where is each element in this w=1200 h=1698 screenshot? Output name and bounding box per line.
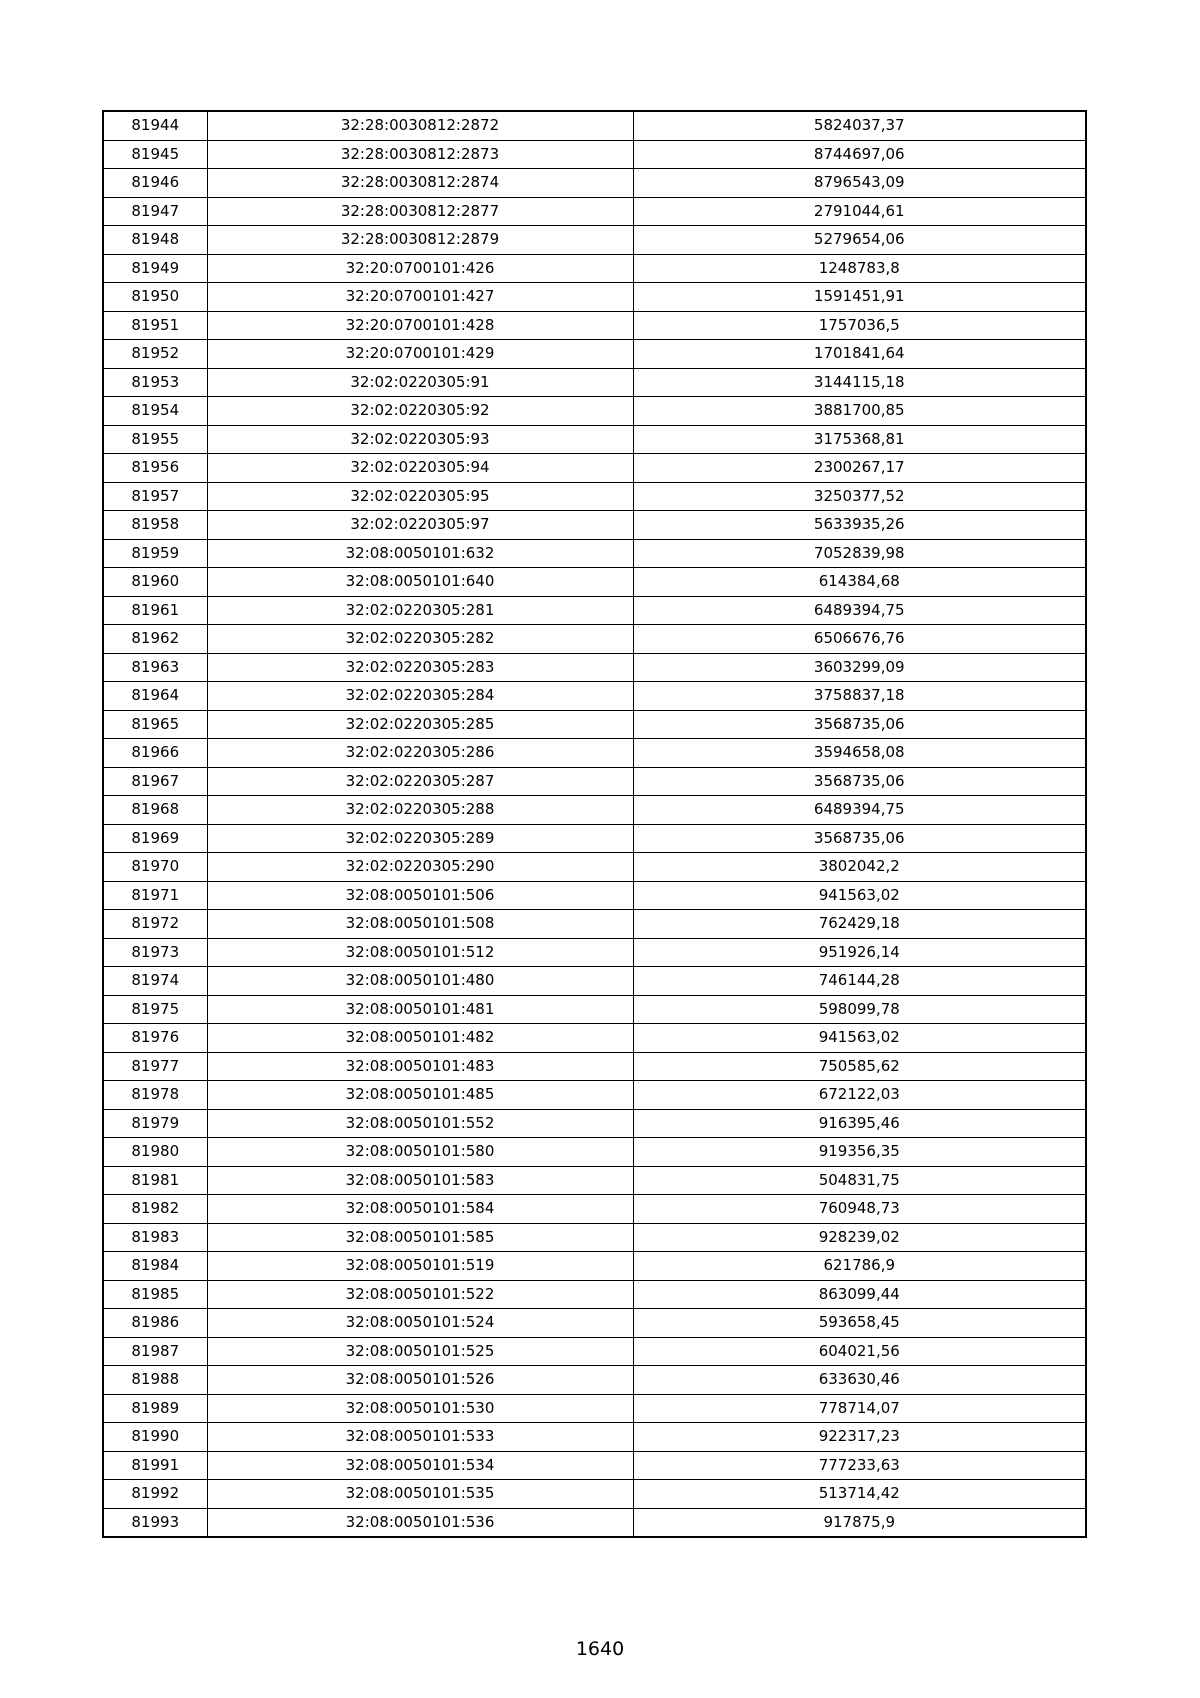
row-number-cell: 81952 xyxy=(103,340,207,369)
cadastral-number-cell: 32:02:0220305:287 xyxy=(207,767,633,796)
cadastral-number-cell: 32:02:0220305:289 xyxy=(207,824,633,853)
row-number-cell: 81982 xyxy=(103,1195,207,1224)
table-row xyxy=(103,1423,1086,1452)
row-number-cell: 81979 xyxy=(103,1109,207,1138)
cadastral-number-cell: 32:02:0220305:284 xyxy=(207,682,633,711)
cadastral-number-cell: 32:08:0050101:508 xyxy=(207,910,633,939)
value-cell: 6489394,75 xyxy=(633,596,1086,625)
table-row xyxy=(103,283,1086,312)
cadastral-number-cell: 32:08:0050101:524 xyxy=(207,1309,633,1338)
row-number-cell: 81947 xyxy=(103,197,207,226)
row-number-cell: 81975 xyxy=(103,995,207,1024)
row-number-cell: 81948 xyxy=(103,226,207,255)
cadastral-number-cell: 32:08:0050101:480 xyxy=(207,967,633,996)
row-number-cell: 81950 xyxy=(103,283,207,312)
value-cell: 1591451,91 xyxy=(633,283,1086,312)
cadastral-number-cell: 32:08:0050101:506 xyxy=(207,881,633,910)
table-row xyxy=(103,111,1086,140)
row-number-cell: 81973 xyxy=(103,938,207,967)
table-row xyxy=(103,739,1086,768)
table-row xyxy=(103,1451,1086,1480)
cadastral-number-cell: 32:28:0030812:2877 xyxy=(207,197,633,226)
value-cell: 941563,02 xyxy=(633,881,1086,910)
row-number-cell: 81977 xyxy=(103,1052,207,1081)
table-row xyxy=(103,539,1086,568)
cadastral-number-cell: 32:28:0030812:2873 xyxy=(207,140,633,169)
table-row xyxy=(103,1366,1086,1395)
value-cell: 3568735,06 xyxy=(633,824,1086,853)
cadastral-number-cell: 32:20:0700101:429 xyxy=(207,340,633,369)
row-number-cell: 81965 xyxy=(103,710,207,739)
cadastral-number-cell: 32:08:0050101:583 xyxy=(207,1166,633,1195)
cadastral-number-cell: 32:02:0220305:281 xyxy=(207,596,633,625)
row-number-cell: 81967 xyxy=(103,767,207,796)
value-cell: 919356,35 xyxy=(633,1138,1086,1167)
table-row xyxy=(103,1195,1086,1224)
value-cell: 2791044,61 xyxy=(633,197,1086,226)
value-cell: 6506676,76 xyxy=(633,625,1086,654)
cadastral-number-cell: 32:08:0050101:512 xyxy=(207,938,633,967)
cadastral-number-cell: 32:02:0220305:288 xyxy=(207,796,633,825)
row-number-cell: 81983 xyxy=(103,1223,207,1252)
cadastral-number-cell: 32:08:0050101:522 xyxy=(207,1280,633,1309)
table-row xyxy=(103,1280,1086,1309)
row-number-cell: 81987 xyxy=(103,1337,207,1366)
cadastral-number-cell: 32:28:0030812:2872 xyxy=(207,111,633,140)
value-cell: 3802042,2 xyxy=(633,853,1086,882)
row-number-cell: 81990 xyxy=(103,1423,207,1452)
table-body xyxy=(103,111,1086,1537)
row-number-cell: 81993 xyxy=(103,1508,207,1537)
row-number-cell: 81953 xyxy=(103,368,207,397)
row-number-cell: 81956 xyxy=(103,454,207,483)
table-row xyxy=(103,511,1086,540)
value-cell: 3758837,18 xyxy=(633,682,1086,711)
value-cell: 1701841,64 xyxy=(633,340,1086,369)
value-cell: 6489394,75 xyxy=(633,796,1086,825)
table-row xyxy=(103,796,1086,825)
row-number-cell: 81961 xyxy=(103,596,207,625)
row-number-cell: 81963 xyxy=(103,653,207,682)
table-row xyxy=(103,1109,1086,1138)
row-number-cell: 81951 xyxy=(103,311,207,340)
cadastral-number-cell: 32:02:0220305:93 xyxy=(207,425,633,454)
cadastral-number-cell: 32:28:0030812:2874 xyxy=(207,169,633,198)
cadastral-number-cell: 32:02:0220305:91 xyxy=(207,368,633,397)
value-cell: 3603299,09 xyxy=(633,653,1086,682)
row-number-cell: 81957 xyxy=(103,482,207,511)
value-cell: 8796543,09 xyxy=(633,169,1086,198)
cadastral-number-cell: 32:08:0050101:483 xyxy=(207,1052,633,1081)
table-row xyxy=(103,1480,1086,1509)
row-number-cell: 81945 xyxy=(103,140,207,169)
value-cell: 3881700,85 xyxy=(633,397,1086,426)
cadastral-number-cell: 32:02:0220305:283 xyxy=(207,653,633,682)
table-row xyxy=(103,1166,1086,1195)
value-cell: 5279654,06 xyxy=(633,226,1086,255)
value-cell: 672122,03 xyxy=(633,1081,1086,1110)
table-row xyxy=(103,340,1086,369)
row-number-cell: 81989 xyxy=(103,1394,207,1423)
cadastral-number-cell: 32:08:0050101:534 xyxy=(207,1451,633,1480)
table-row xyxy=(103,454,1086,483)
row-number-cell: 81960 xyxy=(103,568,207,597)
row-number-cell: 81962 xyxy=(103,625,207,654)
row-number-cell: 81959 xyxy=(103,539,207,568)
row-number-cell: 81946 xyxy=(103,169,207,198)
row-number-cell: 81978 xyxy=(103,1081,207,1110)
row-number-cell: 81972 xyxy=(103,910,207,939)
row-number-cell: 81954 xyxy=(103,397,207,426)
table-row xyxy=(103,1024,1086,1053)
row-number-cell: 81971 xyxy=(103,881,207,910)
value-cell: 951926,14 xyxy=(633,938,1086,967)
row-number-cell: 81949 xyxy=(103,254,207,283)
value-cell: 621786,9 xyxy=(633,1252,1086,1281)
table-row xyxy=(103,197,1086,226)
table-row xyxy=(103,1394,1086,1423)
value-cell: 513714,42 xyxy=(633,1480,1086,1509)
value-cell: 7052839,98 xyxy=(633,539,1086,568)
value-cell: 593658,45 xyxy=(633,1309,1086,1338)
table-row xyxy=(103,910,1086,939)
table-row xyxy=(103,995,1086,1024)
value-cell: 8744697,06 xyxy=(633,140,1086,169)
value-cell: 917875,9 xyxy=(633,1508,1086,1537)
cadastral-number-cell: 32:08:0050101:535 xyxy=(207,1480,633,1509)
value-cell: 1248783,8 xyxy=(633,254,1086,283)
value-cell: 5824037,37 xyxy=(633,111,1086,140)
table-row xyxy=(103,853,1086,882)
table-row xyxy=(103,967,1086,996)
table-row xyxy=(103,653,1086,682)
value-cell: 928239,02 xyxy=(633,1223,1086,1252)
data-table xyxy=(102,110,1087,1538)
value-cell: 504831,75 xyxy=(633,1166,1086,1195)
value-cell: 3250377,52 xyxy=(633,482,1086,511)
value-cell: 598099,78 xyxy=(633,995,1086,1024)
table-row xyxy=(103,482,1086,511)
value-cell: 5633935,26 xyxy=(633,511,1086,540)
cadastral-number-cell: 32:08:0050101:482 xyxy=(207,1024,633,1053)
row-number-cell: 81974 xyxy=(103,967,207,996)
table-row xyxy=(103,767,1086,796)
table-row xyxy=(103,368,1086,397)
table-row xyxy=(103,1138,1086,1167)
row-number-cell: 81964 xyxy=(103,682,207,711)
table-row xyxy=(103,140,1086,169)
table-row xyxy=(103,311,1086,340)
cadastral-number-cell: 32:08:0050101:552 xyxy=(207,1109,633,1138)
cadastral-number-cell: 32:02:0220305:92 xyxy=(207,397,633,426)
table-row xyxy=(103,425,1086,454)
cadastral-number-cell: 32:20:0700101:426 xyxy=(207,254,633,283)
table-row xyxy=(103,254,1086,283)
table-row xyxy=(103,625,1086,654)
cadastral-number-cell: 32:02:0220305:282 xyxy=(207,625,633,654)
value-cell: 604021,56 xyxy=(633,1337,1086,1366)
value-cell: 922317,23 xyxy=(633,1423,1086,1452)
row-number-cell: 81944 xyxy=(103,111,207,140)
row-number-cell: 81966 xyxy=(103,739,207,768)
page-number: 1640 xyxy=(575,1638,625,1660)
cadastral-number-cell: 32:08:0050101:485 xyxy=(207,1081,633,1110)
cadastral-number-cell: 32:02:0220305:94 xyxy=(207,454,633,483)
cadastral-number-cell: 32:08:0050101:533 xyxy=(207,1423,633,1452)
cadastral-number-cell: 32:20:0700101:428 xyxy=(207,311,633,340)
row-number-cell: 81985 xyxy=(103,1280,207,1309)
table-row xyxy=(103,397,1086,426)
cadastral-number-cell: 32:08:0050101:481 xyxy=(207,995,633,1024)
cadastral-number-cell: 32:02:0220305:95 xyxy=(207,482,633,511)
value-cell: 916395,46 xyxy=(633,1109,1086,1138)
value-cell: 746144,28 xyxy=(633,967,1086,996)
table-row xyxy=(103,682,1086,711)
value-cell: 760948,73 xyxy=(633,1195,1086,1224)
value-cell: 3175368,81 xyxy=(633,425,1086,454)
table-row xyxy=(103,568,1086,597)
value-cell: 777233,63 xyxy=(633,1451,1086,1480)
table-row xyxy=(103,881,1086,910)
cadastral-number-cell: 32:08:0050101:525 xyxy=(207,1337,633,1366)
table-row xyxy=(103,1252,1086,1281)
table-row xyxy=(103,1337,1086,1366)
row-number-cell: 81981 xyxy=(103,1166,207,1195)
cadastral-number-cell: 32:08:0050101:530 xyxy=(207,1394,633,1423)
row-number-cell: 81992 xyxy=(103,1480,207,1509)
value-cell: 2300267,17 xyxy=(633,454,1086,483)
row-number-cell: 81955 xyxy=(103,425,207,454)
value-cell: 3568735,06 xyxy=(633,767,1086,796)
row-number-cell: 81970 xyxy=(103,853,207,882)
value-cell: 3594658,08 xyxy=(633,739,1086,768)
row-number-cell: 81988 xyxy=(103,1366,207,1395)
row-number-cell: 81991 xyxy=(103,1451,207,1480)
cadastral-number-cell: 32:28:0030812:2879 xyxy=(207,226,633,255)
value-cell: 778714,07 xyxy=(633,1394,1086,1423)
table-row xyxy=(103,938,1086,967)
value-cell: 633630,46 xyxy=(633,1366,1086,1395)
cadastral-number-cell: 32:08:0050101:526 xyxy=(207,1366,633,1395)
table-row xyxy=(103,596,1086,625)
row-number-cell: 81986 xyxy=(103,1309,207,1338)
row-number-cell: 81984 xyxy=(103,1252,207,1281)
table-row xyxy=(103,1052,1086,1081)
value-cell: 941563,02 xyxy=(633,1024,1086,1053)
table-row xyxy=(103,1081,1086,1110)
cadastral-number-cell: 32:08:0050101:519 xyxy=(207,1252,633,1281)
value-cell: 3568735,06 xyxy=(633,710,1086,739)
table-row xyxy=(103,710,1086,739)
row-number-cell: 81980 xyxy=(103,1138,207,1167)
cadastral-number-cell: 32:08:0050101:585 xyxy=(207,1223,633,1252)
row-number-cell: 81958 xyxy=(103,511,207,540)
value-cell: 1757036,5 xyxy=(633,311,1086,340)
value-cell: 614384,68 xyxy=(633,568,1086,597)
row-number-cell: 81976 xyxy=(103,1024,207,1053)
table-row xyxy=(103,824,1086,853)
value-cell: 762429,18 xyxy=(633,910,1086,939)
value-cell: 750585,62 xyxy=(633,1052,1086,1081)
cadastral-number-cell: 32:08:0050101:584 xyxy=(207,1195,633,1224)
cadastral-number-cell: 32:08:0050101:536 xyxy=(207,1508,633,1537)
table-row xyxy=(103,169,1086,198)
cadastral-number-cell: 32:08:0050101:640 xyxy=(207,568,633,597)
table-row xyxy=(103,1309,1086,1338)
table-row xyxy=(103,1508,1086,1537)
cadastral-number-cell: 32:02:0220305:97 xyxy=(207,511,633,540)
cadastral-number-cell: 32:08:0050101:632 xyxy=(207,539,633,568)
cadastral-number-cell: 32:02:0220305:290 xyxy=(207,853,633,882)
value-cell: 3144115,18 xyxy=(633,368,1086,397)
cadastral-number-cell: 32:02:0220305:286 xyxy=(207,739,633,768)
value-cell: 863099,44 xyxy=(633,1280,1086,1309)
row-number-cell: 81968 xyxy=(103,796,207,825)
row-number-cell: 81969 xyxy=(103,824,207,853)
table-row xyxy=(103,1223,1086,1252)
cadastral-number-cell: 32:20:0700101:427 xyxy=(207,283,633,312)
cadastral-number-cell: 32:08:0050101:580 xyxy=(207,1138,633,1167)
cadastral-number-cell: 32:02:0220305:285 xyxy=(207,710,633,739)
table-row xyxy=(103,226,1086,255)
